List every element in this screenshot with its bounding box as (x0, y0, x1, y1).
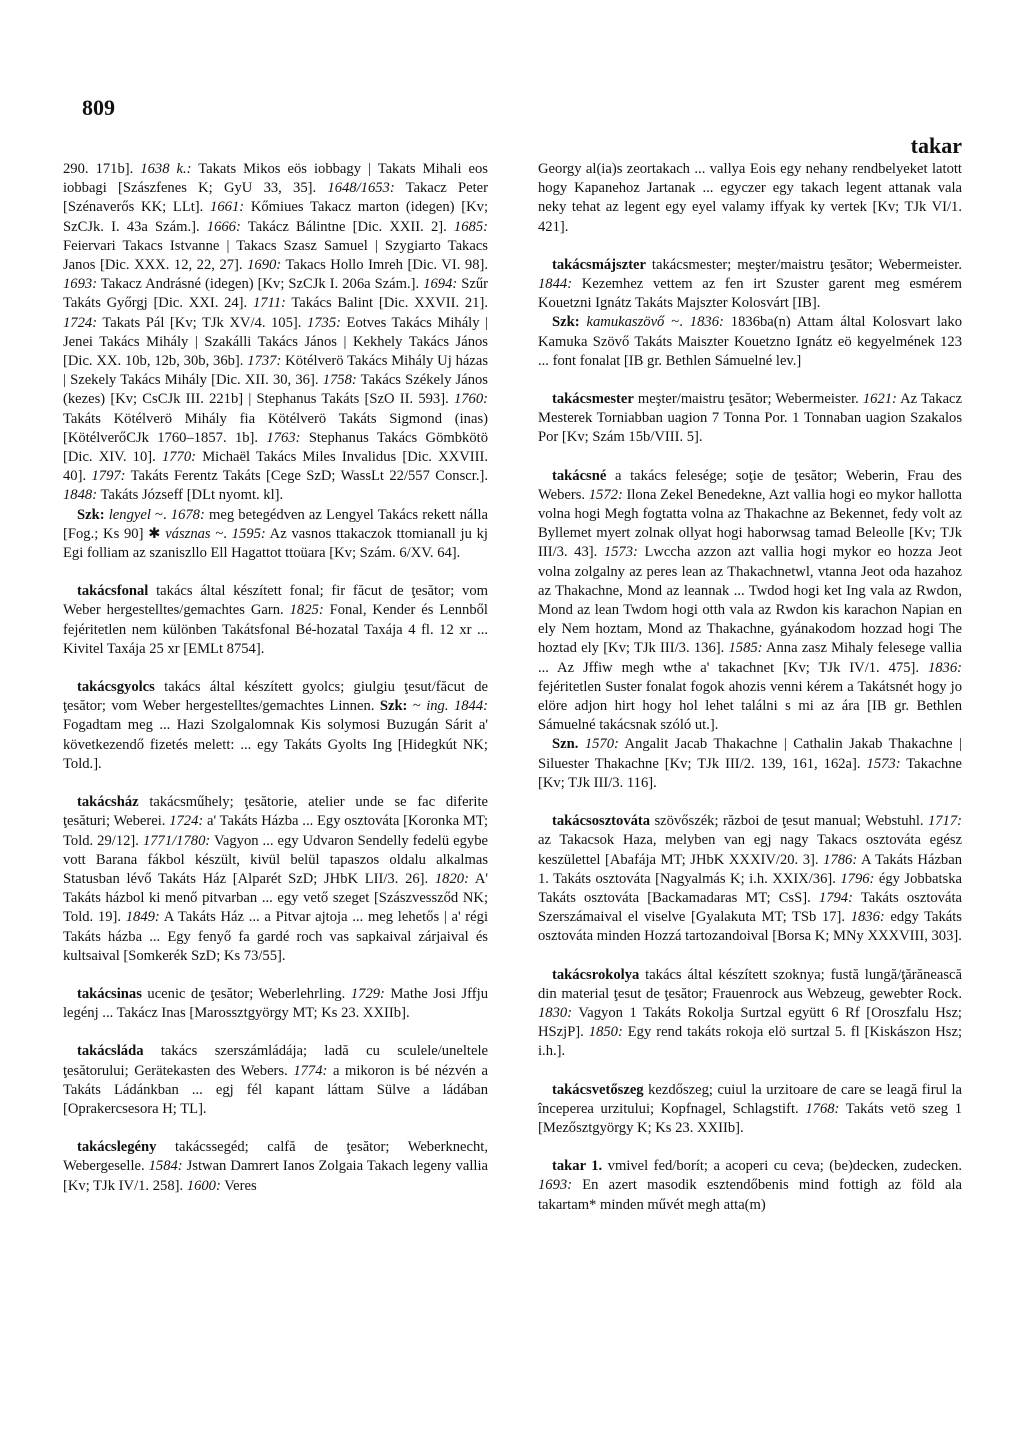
entry-date: 1796: (840, 870, 875, 887)
entry-date: 1573: (603, 544, 638, 561)
entry-text: takácsműhely; ţesătorie, atelier unde se fac diferite ţesături; Weberei. (63, 794, 488, 830)
entry-date: 1724: (63, 314, 98, 331)
entry-date: lengyel (108, 506, 151, 523)
entry-paragraph (538, 313, 962, 371)
entry-text: meg betegédven az Lengyel Takács rekett nálla [Fog.; Ks 90] ✱ (63, 506, 488, 542)
entry-date: kamukaszövő (586, 314, 665, 331)
entry-date: 1685: (453, 218, 488, 235)
entry-text: takács által készített fonal; fir făcut de ţesător; vom Weber hergestelltes/gemachtes Garn. (63, 583, 488, 619)
entry-text: Lwccha azzon azt vallia hogi mykor eo hozza Jeot volna zolgalny az peres lean az Thakachnetwl, vtanna Jeot oda hazahoz az Thakachne, Mond az leannak ... Twdod hogi ket Ing vala az Rwdon, Mond az lean Twdom hogi otth vala az Rwdon kis karachon Napian en ely Nem hoztam, Mond az Thakachne, gyánakodom hozzad hogi The hoztad ely [Kv; TJk III/3. 136]. (538, 544, 962, 657)
entry-text: Kötélverö Takács Mihály Uj házas | Szekely Takács Mihály [Dic. XII. 30, 36]. (63, 353, 488, 389)
dictionary-entry (538, 966, 962, 1062)
entry-date: 1693: (63, 276, 98, 293)
dictionary-entry (63, 985, 488, 1023)
entry-date: 1763: (266, 429, 301, 446)
entry-headword: takácsgyolcs (77, 679, 155, 696)
entry-date: 1770: (161, 449, 197, 466)
entry-text: égy Jobbatska Takáts osztováta [Backamadaras MT; CsS]. (538, 870, 962, 906)
entry-text: fejéritetlen Suster fonalat fogok ahozis venni kérem a Takátsnét hogy jo elöre adjon hirt hogy hol lehet találni s mi az ára [IB gr. Bethlen Sámuelné takácsnak szóló ut.]. (538, 678, 962, 734)
entry-date: 1585: (728, 640, 763, 657)
entry-paragraph (538, 390, 962, 448)
entry-text: Veres (220, 1177, 257, 1194)
entry-text: A Takáts Házban 1. Takáts osztováta [Nagyalmás K; i.h. XXIX/36]. (538, 851, 962, 887)
entry-text: Takachne [Kv; TJk III/3. 116]. (538, 755, 962, 791)
entry-label: Szk: (552, 314, 580, 331)
entry-text: szövőszék; război de ţesut manual; Webstuhl. (650, 813, 928, 830)
dictionary-entry (538, 256, 962, 371)
dictionary-entry (63, 793, 488, 966)
entry-date: 1678: (170, 506, 205, 523)
entry-text: Takacz Andrásné (idegen) [Kv; SzCJk I. 206a Szám.]. (97, 276, 424, 293)
entry-text: Az Takacz Mesterek Torniabban uagion 7 Tonna Por. 1 Tonnaban uagion Szakalos Por [Kv; Szám 15b/VIII. 5]. (538, 391, 962, 446)
dictionary-entry (538, 1157, 962, 1215)
entry-date: 1690: (247, 257, 282, 274)
dictionary-entry (63, 1042, 488, 1119)
dictionary-entry (63, 582, 488, 659)
entry-text: Ilona Zekel Benedekne, Azt vallia hogi eo mykor hallotta volna hogi Megh fogtatta volna az Thakachne az Bekennet, fedy volt az Byllemet myert zolnak ollyat hogi haborwsag tamad Beleolle [Kv; TJk III/3. 43]. (538, 486, 962, 561)
entry-date: 1584: (148, 1158, 183, 1175)
entry-date: 1661: (210, 199, 245, 216)
entry-text: vmivel fed/borít; a acoperi cu ceva; (be)decken, zudecken. (602, 1158, 962, 1175)
entry-date: 1820: (434, 870, 469, 887)
entry-date: vásznas (165, 525, 211, 542)
entry-text: 290. 171b]. (63, 161, 141, 177)
entry-text: Szűr Takáts Győrgj [Dic. XXI. 24]. (63, 276, 489, 312)
entry-headword: takácsmester (552, 391, 634, 408)
entry-paragraph (538, 812, 962, 946)
entry-text: Takácz Bálintne [Dic. XXII. 2]. (240, 218, 454, 235)
entry-text: Takáts osztováta Szerszámaival el viselve [Gyalakuta MT; TSb 17]. (538, 889, 962, 926)
entry-paragraph (538, 735, 962, 793)
entry-paragraph (63, 793, 488, 966)
entry-text: takácssegéd; calfă de ţesător; Weberknecht, Webergeselle. (63, 1139, 488, 1175)
entry-paragraph (63, 985, 488, 1023)
entry-date: 1735: (306, 314, 341, 331)
left-column (63, 160, 488, 1215)
entry-date: 1693: (538, 1177, 573, 1194)
entry-text: Jstwan Damrert Ianos Zolgaia Takach legeny vallia [Kv; TJk IV/1. 258]. (63, 1158, 488, 1194)
entry-text: a takács felesége; soţie de ţesător; Weberin, Frau des Webers. (538, 467, 962, 503)
entry-date: 1830: (538, 1004, 573, 1021)
entry-date: 1849: (125, 909, 160, 926)
entry-date: 1848: (63, 487, 98, 504)
entry-text: Takats Pál [Kv; TJk XV/4. 105]. (97, 314, 307, 331)
entry-paragraph (63, 582, 488, 659)
entry-date: 1768: (805, 1100, 840, 1117)
entry-text: az Takacsok Haza, melyben van egj nagy Takacs osztováta egész keszülettel [Abafája MT; JHbK XXXIV/20. 3]. (538, 832, 962, 868)
entry-text: Vagyon ... egy Udvaron Sendelly fedelü egybe vott Barana fákbol készült, kivül belül tapaszos oldalu alkalmas Statusban lévő Takáts Ház [Alparét SzD; JHbK LII/3. 26]. (63, 832, 488, 887)
entry-text: Takáts vetö szeg 1 [Mezősztgyörgy K; Ks 23. XXIIb]. (538, 1100, 962, 1136)
entry-headword: takácsvetőszeg (552, 1081, 644, 1098)
entry-text: takács szerszámládája; ladă cu sculele/uneltele ţesătorului; Gerätekasten des Webers. (63, 1043, 488, 1079)
dictionary-entry (63, 160, 488, 563)
entry-headword: takácsné (552, 467, 607, 484)
entry-text: Anna zasz Mihaly felesege vallia ... Az Jffiw megh wthe a' takachnet [Kv; TJk IV/1. 475]. (538, 640, 962, 676)
entry-text: Takács Székely János (kezes) [Kv; CsCJk III. 221b] | Stephanus Takáts [SzO II. 593]. (63, 372, 488, 408)
entry-date: 1638 k.: (140, 161, 192, 177)
entry-headword: takar 1. (552, 1158, 603, 1175)
dictionary-entry (63, 678, 488, 774)
entry-headword: takácsmájszter (552, 256, 647, 273)
entry-paragraph (63, 1138, 488, 1196)
entry-text: ~. (664, 314, 690, 331)
dictionary-entry (63, 1138, 488, 1196)
entry-headword: takácsláda (77, 1043, 144, 1060)
entry-date: 1648/1653: (327, 180, 395, 197)
dictionary-entry (538, 160, 962, 237)
entry-paragraph (63, 160, 488, 506)
entry-text: Takáts Józseff [DLt nyomt. kl]. (97, 487, 284, 504)
entry-text: Az vasnos ttakaczok ttomianall ju kj Egi folliam az szaniszllo Ell Hagattot ttoüara [Kv; Szám. 6/XV. 64]. (63, 525, 488, 562)
entry-text: kezdőszeg; cuiul la urzitoare de care se leagă firul la începerea urzitului; Kopfnagel, Schlagstift. (538, 1081, 962, 1117)
entry-label: Szn. (552, 736, 579, 753)
entry-text: En azert masodik esztendőbenis mind fottigh az föld ala takartam* minden művét megh atta(m) (538, 1177, 962, 1213)
entry-date: 1729: (350, 985, 385, 1002)
entry-date: 1825: (289, 602, 324, 619)
entry-date: ing. (426, 698, 449, 715)
entry-text: takács által készített gyolcs; giulgiu ţesut/făcut de ţesător; vom Weber hergestelltes/gemachtes Linnen. (63, 679, 488, 715)
entry-text: Takáts Ferentz Takáts [Cege SzD; WassLt 22/557 Conscr.]. (125, 468, 488, 485)
entry-date: 1836: (927, 659, 962, 676)
entry-paragraph (538, 256, 962, 314)
entry-text: Michaël Takács Miles Invalidus [Dic. XXVIII. 40]. (63, 449, 488, 485)
entry-text: ~. (150, 506, 171, 523)
entry-date: 1570: (584, 736, 619, 753)
entry-text: takácsmester; meşter/maistru ţesător; Webermeister. (646, 256, 962, 273)
entry-text: Takacs Hollo Imreh [Dic. VI. 98]. (281, 257, 488, 274)
entry-date: 1737: (247, 353, 282, 370)
entry-headword: takácsinas (77, 985, 142, 1002)
entry-text: Eotves Takács Mihály | Jenei Takács Mihály | Szakálli Takács János | Kekhely Takács János [Dic. XX. 10b, 12b, 30b, 36b]. (63, 314, 488, 370)
entry-headword: takácsfonal (77, 583, 149, 600)
dictionary-entry (538, 390, 962, 448)
right-column (538, 160, 962, 1234)
entry-date: 1760: (453, 391, 488, 408)
entry-text: Mathe Josi Jffju legénj ... Takácz Inas [Marossztgyörgy MT; Ks 23. XXIIb]. (63, 985, 488, 1022)
entry-text: a mikoron is bé nézvén a Takáts Ládánkban ... egj fél kapant láttam Sülve a ládában [Oprakercsesora H; TL]. (63, 1062, 488, 1117)
entry-date: 1836: (850, 909, 885, 926)
entry-date: 1666: (206, 218, 241, 235)
entry-text: meşter/maistru ţesător; Webermeister. (633, 391, 863, 408)
entry-date: 1844: (453, 698, 488, 715)
entry-date: 1836: (689, 314, 724, 331)
entry-text: ucenic de ţesător; Weberlehrling. (141, 985, 351, 1002)
entry-date: 1844: (538, 276, 573, 293)
entry-date: 1621: (862, 391, 897, 408)
entry-text: edgy Takáts osztováta minden Hozzá tartozandoival [Borsa K; MNy XXXVIII, 303]. (538, 909, 962, 945)
entry-paragraph (538, 160, 962, 237)
entry-date: 1573: (866, 755, 901, 772)
entry-headword: takácsrokolya (552, 966, 640, 983)
entry-text: Kezemhez vettem az fen irt Szuster garent meg esmérem Kouetzni Ignátz Takáts Majszter Kolosvárt [IB]. (538, 276, 962, 312)
entry-text: ~. (210, 525, 232, 542)
entry-text: takács által készített szoknya; fustă lungă/ţărănească din material ţesut de ţesător; Frauenrock aus Webzeug, gewebter Rock. (538, 966, 962, 1002)
entry-paragraph (63, 1042, 488, 1119)
entry-text: Vagyon 1 Takáts Rokolja Surtzal együtt 6 Rf [Oroszfalu Hsz; HSzjP]. (538, 1004, 962, 1041)
entry-text (580, 314, 587, 330)
entry-date: 1794: (818, 889, 853, 906)
entry-paragraph (538, 467, 962, 736)
entry-text: Feiervari Takacs Istvanne | Takacs Szasz Samuel | Szygiarto Takacs Janos [Dic. XXX. 12, 22, 27]. (63, 237, 488, 274)
entry-date: 1724: (169, 813, 204, 830)
entry-text: Angalit Jacab Thakachne | Cathalin Jakab Thakachne | Siluester Thakachne [Kv; TJk III/2. 139, 161, 162a]. (538, 736, 962, 772)
entry-headword: takácslegény (77, 1139, 157, 1156)
entry-text: Egy rend takáts rokoja elö surtzal 5. fl [Kiskászon Hsz; i.h.]. (538, 1024, 962, 1060)
entry-date: 1758: (322, 372, 357, 389)
entry-date: 1786: (823, 851, 858, 868)
entry-text: Kőmiues Takacz marton (idegen) [Kv; SzCJk. I. 43a Szám.]. (63, 199, 489, 235)
entry-date: 1572: (588, 486, 623, 503)
entry-paragraph (538, 1157, 962, 1215)
entry-date: 1797: (91, 468, 126, 485)
entry-headword: takácsosztováta (552, 813, 651, 830)
entry-text: Takats Mikos eös iobbagy | Takats Mihali eos iobbagi [Szászfenes K; GyU 33, 35]. (63, 161, 488, 197)
entry-paragraph (63, 678, 488, 774)
entry-text: Stephanus Takács Gömbkötö [Dic. XIV. 10]. (63, 429, 488, 466)
entry-date: 1774: (293, 1062, 328, 1079)
entry-text: 1836ba(n) Attam által Kolosvart lako Kamuka Szövő Takáts Maiszter Kouetzno Ignátz eö kegyelmének 123 ... font fonalat [IB gr. Bethlen Sámuelné lev.] (538, 314, 963, 369)
entry-label: Szk: (379, 698, 408, 715)
entry-text: A Takáts Ház ... a Pitvar ajtoja ... meg lehetős | a' régi Takáts házba ... Egy fenyő fa gardé roch vas sapkaival zárjaival és kultsaival [Somkerék SzD; Ks 73/55]. (63, 909, 488, 964)
dictionary-entry (538, 1081, 962, 1139)
entry-text: Takáts Kötélverö Mihály fia Kötélverö Takáts Sigmond (inas) [KötélverőCJk 1760–1857. 1b]. (63, 410, 488, 446)
entry-text: ~ (407, 698, 427, 715)
entry-text: Takacz Peter [Szénaverős KK; LLt]. (63, 180, 489, 216)
entry-date: 1600: (186, 1177, 221, 1194)
entry-date: 1850: (588, 1024, 623, 1041)
entry-paragraph (538, 1081, 962, 1139)
entry-text: a' Takáts Házba ... Egy osztováta [Koronka MT; Told. 29/12]. (63, 813, 488, 849)
entry-text: Fogadtam meg ... Hazi Szolgalomnak Kis solymosi Buzugán Sárit a' következendő fizetés melett: ... egy Takáts Gyolts Ing [Hidegkút NK; Told.]. (63, 717, 488, 772)
entry-headword: takácsház (77, 794, 139, 811)
entry-date: 1595: (231, 525, 266, 542)
dictionary-entry (538, 812, 962, 946)
entry-text: Fonal, Kender és Lennből fejéritetlen nem különben Takátsfonal Bé-hozatal Taxája 4 fl. 12 xr ... Kivitel Taxája 25 xr [EMLt 8754]. (63, 602, 488, 657)
entry-text: A' Takáts házbol ki menő pitvarban ... egy vető szeget [Szászvessződ NK; Told. 19]. (63, 870, 488, 926)
entry-text: Takács Balint [Dic. XXVII. 21]. (285, 295, 488, 312)
entry-date: 1771/1780: (142, 832, 211, 849)
page-number: 809 (82, 95, 115, 120)
entry-date: 1694: (423, 276, 458, 293)
dictionary-entry (538, 467, 962, 793)
running-head: takar (910, 133, 962, 158)
entry-text: Georgy al(ia)s zeortakach ... vallya Eois egy nehany rendbelyeket latott hogy Kapanehoz Jartanak ... egyczer egy takach legent attanak vala neky tehat az legent egy eyel valamy iffyak ky vertek [Kv; TJk VI/1. 421]. (538, 161, 962, 235)
entry-label: Szk: (77, 506, 105, 523)
entry-date: 1717: (927, 813, 962, 830)
entry-date: 1711: (252, 295, 286, 312)
entry-paragraph (538, 966, 962, 1062)
entry-paragraph (63, 506, 488, 564)
